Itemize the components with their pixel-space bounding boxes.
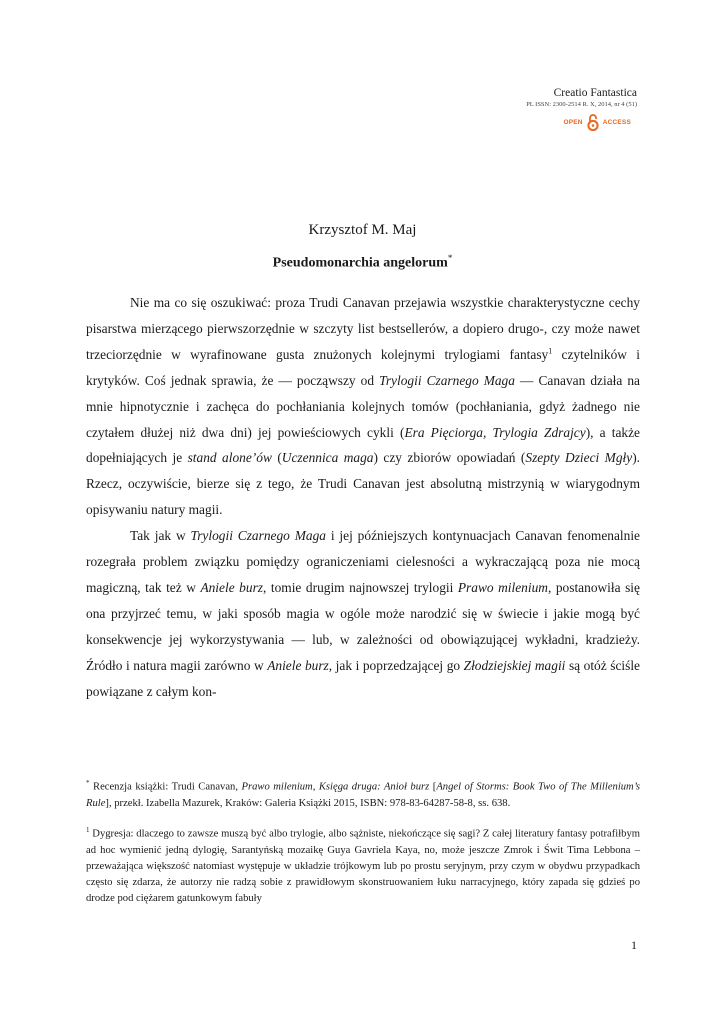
text-run: Nie ma co się oszukiwać: proza Trudi Canavan przejawia wszystkie charakterystyczne cechy pisarstwa mierzącego pierwszorzędnie w szczyty list bestsellerów, a dopiero drugo-, czy może nawet trzeciorzędnie w wyrafinowane gusta znużonych kolejnymi trylogiami fantasy: [86, 295, 640, 362]
journal-header: [526, 86, 637, 131]
paragraph-2: [86, 523, 640, 704]
open-access-label-right: ACCESS: [602, 118, 631, 126]
text-run: Dygresja: dlaczego to zawsze muszą być albo trylogie, albo sążniste, niekończące się sagi? Z całej literatury fantasy potrafiłbym ad hoc wymienić jedną dylogię, Sarantyńską mozaikę Guya Gavriela Kaya, no, może jeszcze Zmrok i Świt Tima Lebbona – przeważająca większość natomiast występuje w układzie trójkowym lub po prostu seryjnym, przy czym w obydwu przypadkach często się zdarza, że autorzy nie radzą sobie z prawidłowym skonstruowaniem łuku narracyjnego, który zapada się gdzieś po drodze pod ciężarem gatunkowym fabuły: [86, 828, 640, 905]
italic-title: Trylogii Czarnego Maga: [190, 528, 326, 544]
page-number: 1: [631, 938, 637, 952]
paragraph-1: [86, 290, 640, 523]
text-run: ). Rzecz, oczywiście, bierze się z tego, że Trudi Canavan jest absolutną mistrzynią w wiarygodnym opisywaniu natury magii.: [86, 450, 641, 518]
text-run: (: [271, 450, 282, 466]
text-run: , tomie drugim najnowszej trylogii: [263, 579, 458, 595]
article-title-text: Pseudomonarchia angelorum: [272, 255, 448, 271]
text-run: Recenzja książki: Trudi Canavan,: [89, 781, 242, 793]
italic-title: Aniele burz: [200, 579, 263, 595]
italic-title: Uczennica maga: [281, 450, 374, 466]
open-access-lock-icon: [587, 113, 599, 131]
text-run: — Canavan działa na mnie hipnotycznie i zachęca do pochłaniania kolejnych tomów (pochłaniania, gdyż żadnego nie czytałem dłużej niż dwa dni) jej powieściowych cykli (: [86, 372, 640, 440]
journal-name: Creatio Fantastica: [553, 87, 637, 99]
open-access-label-left: OPEN: [563, 118, 583, 126]
title-footnote-mark: *: [447, 253, 453, 263]
text-run: są otóż ściśle powiązane z całym kon-: [86, 657, 640, 699]
italic-title: Prawo milenium, Księga druga: Anioł burz: [241, 781, 430, 793]
italic-title: Szepty Dzieci Mgły: [525, 450, 633, 466]
text-run: , jak i poprzedzającej go: [328, 657, 464, 673]
open-access-logo: [526, 113, 631, 131]
text-run: Tak jak w: [130, 528, 191, 544]
text-run: czytelników i krytyków. Coś jednak sprawia, że — począwszy od: [86, 346, 641, 388]
italic-title: Złodziejskiej magii: [463, 657, 566, 673]
text-run: ) czy zbiorów opowiadań (: [373, 450, 526, 466]
text-run: ), a także dopełniających je: [86, 424, 640, 466]
italic-title: Prawo milenium: [457, 579, 548, 595]
footnote-1: [86, 822, 640, 908]
text-run: ], przekł. Izabella Mazurek, Kraków: Galeria Książki 2015, ISBN: 978-83-64287-58-8, ss. 638.: [105, 797, 511, 809]
italic-title: Angel of Storms: Book Two of The Millenium’s Rule: [86, 781, 640, 809]
article-body: [86, 290, 640, 705]
footnote-ref-1[interactable]: 1: [548, 346, 553, 356]
italic-title: Era Pięciorga, Trylogia Zdrajcy: [404, 424, 586, 440]
italic-title: stand alone’ów: [187, 450, 272, 466]
footnote-star: [86, 775, 640, 812]
text-run: [: [429, 781, 437, 793]
article-title: [0, 248, 725, 274]
footnote-mark: *: [86, 779, 90, 787]
article-author: Krzysztof M. Maj: [308, 222, 417, 238]
italic-title: Trylogii Czarnego Maga: [379, 372, 515, 388]
footnote-mark: 1: [86, 825, 90, 834]
text-run: , postanowiła się ona przyjrzeć temu, w jaki sposób magia w ogóle może narodzić się w świecie i jakie mogą być konsekwencje jej wykorzystywania — lub, w zależności od obowiązującej wykładni, kradzieży. Źródło i natura magii zarówno w: [86, 579, 640, 673]
italic-title: Aniele burz: [267, 657, 329, 673]
text-run: i jej późniejszych kontynuacjach Canavan fenomenalnie rozegrała problem związku pomiędzy ograniczeniami cielesności a wykraczającą poza nie mocą magiczną, tak też w: [86, 528, 640, 595]
journal-issn: PL ISSN: 2300-2514 R. X, 2014, nr 4 (51): [526, 101, 637, 108]
footnotes: [86, 775, 640, 917]
